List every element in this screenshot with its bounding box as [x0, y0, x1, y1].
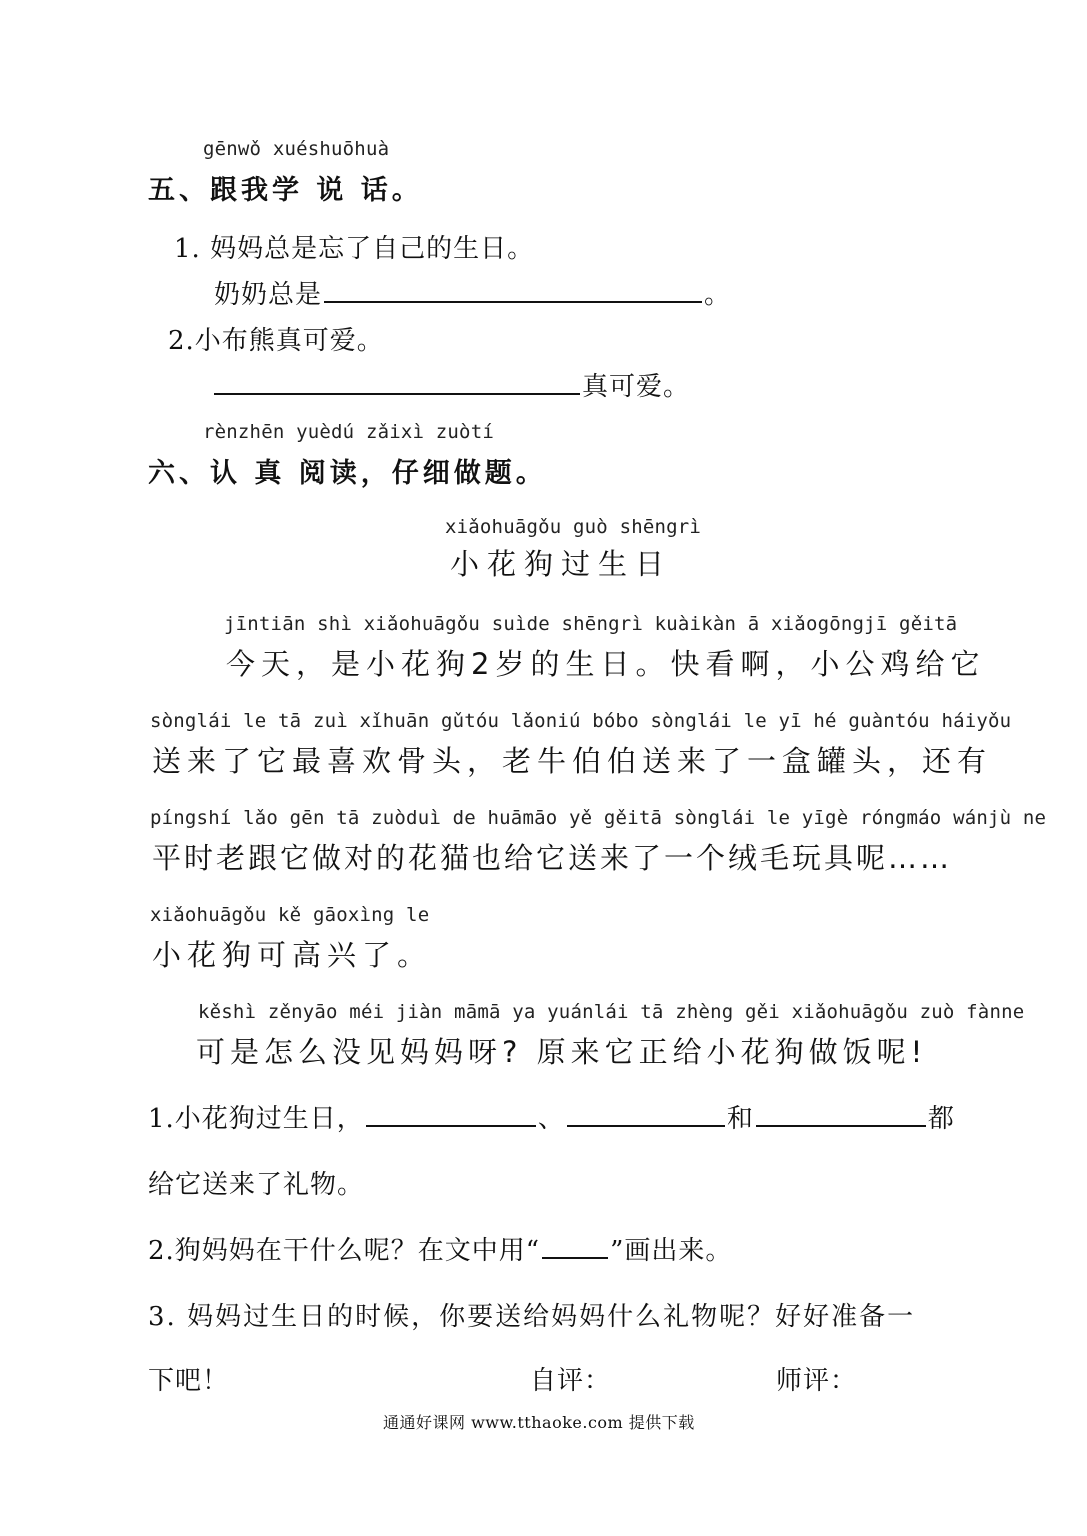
self-evaluation-label: 自评：: [530, 1366, 612, 1396]
section5-pinyin: gēnwǒ xuéshuōhuà: [203, 138, 390, 160]
story-line-3: 平时老跟它做对的花猫也给它送来了一个绒毛玩具呢……: [152, 841, 953, 875]
s6-q2-suffix: ”画出来。: [610, 1236, 733, 1266]
s6-q1-line2: 给它送来了礼物。: [148, 1170, 365, 1200]
section5-heading: 五、跟我学 说 话。: [148, 175, 423, 206]
s6-q2: [148, 1230, 732, 1267]
section6-heading: 六、认 真 阅读，仔细做题。: [148, 458, 547, 489]
s5-q2-fill-line: [212, 366, 690, 403]
story-line-1-pinyin: jīntiān shì xiǎohuāgǒu suìde shēngrì kuàikàn ā xiǎogōngjī gěitā: [224, 613, 958, 635]
s6-q3-line1: 3. 妈妈过生日的时候，你要送给妈妈什么礼物呢？好好准备一: [148, 1302, 916, 1332]
story-line-4: 小花狗可高兴了。: [152, 938, 433, 972]
s5-q1-sentence: 1. 妈妈总是忘了自己的生日。: [174, 234, 535, 264]
s5-q2-sentence: 2.小布熊真可爱。: [168, 326, 384, 356]
s6-q1-sep1: 、: [537, 1104, 565, 1134]
s5-q1-prefix: 奶奶总是: [214, 280, 323, 310]
s5-q1-suffix: 。: [704, 280, 732, 310]
story-line-3-pinyin: píngshí lǎo gēn tā zuòduì de huāmāo yě gěitā sònglái le yīgè róngmáo wánjù ne: [150, 807, 1047, 829]
s6-q1-sep3: 都: [927, 1104, 955, 1134]
teacher-evaluation-label: 师评：: [776, 1366, 858, 1396]
s6-q1-prefix: 1.小花狗过生日，: [148, 1104, 364, 1134]
s6-q3-line2: 下吧！: [148, 1366, 230, 1396]
s6-q1-line1: [148, 1098, 955, 1135]
story-line-5: 可是怎么没见妈妈呀? 原来它正给小花狗做饭呢!: [196, 1035, 928, 1069]
story-line-5-pinyin: kěshì zěnyāo méi jiàn māmā ya yuánlái tā zhèng gěi xiǎohuāgǒu zuò fànne: [198, 1001, 1025, 1023]
answer-blank[interactable]: [567, 1099, 725, 1127]
answer-blank[interactable]: [324, 275, 702, 303]
story-line-1: 今天，是小花狗2岁的生日。快看啊，小公鸡给它: [226, 647, 986, 681]
story-title: 小花狗过生日: [450, 547, 673, 581]
story-line-4-pinyin: xiǎohuāgǒu kě gāoxìng le: [150, 904, 430, 926]
story-title-pinyin: xiǎohuāgǒu guò shēngrì: [445, 516, 702, 538]
s6-q1-sep2: 和: [726, 1104, 754, 1134]
answer-blank[interactable]: [366, 1099, 536, 1127]
s6-q2-prefix: 2.狗妈妈在干什么呢？在文中用“: [148, 1236, 541, 1266]
s5-q2-suffix: 真可爱。: [582, 372, 691, 402]
section6-pinyin: rènzhēn yuèdú zǎixì zuòtí: [203, 421, 494, 443]
story-line-2-pinyin: sònglái le tā zuì xǐhuān gǔtóu lǎoniú bóbo sònglái le yī hé guàntóu háiyǒu: [150, 710, 1012, 732]
answer-blank[interactable]: [214, 367, 580, 395]
story-line-2: 送来了它最喜欢骨头，老牛伯伯送来了一盒罐头，还有: [152, 744, 993, 778]
s5-q1-fill-line: [214, 274, 731, 311]
answer-blank[interactable]: [756, 1099, 926, 1127]
underline-sample: [542, 1231, 608, 1259]
page-footer: 通通好课网 www.tthaoke.com 提供下载: [383, 1413, 695, 1432]
